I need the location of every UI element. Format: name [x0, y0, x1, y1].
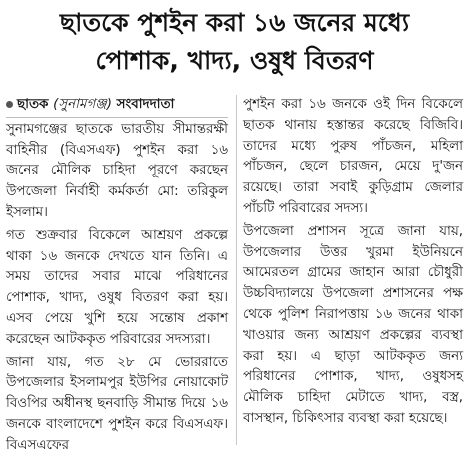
right-paragraph-1: পুশইন করা ১৬ জনকে ওই দিন বিকেলে ছাতক থানায় হস্তান্তর করেছে বিজিবি। তাদের মধ্যে পুরুষ পাঁচজন, মহিলা পাঁচজন, ছেলে চারজন, মেয়ে দু'জন রয়েছে। তারা সবাই কুড়িগ্রাম জেলার পাঁচটি পরিবারের সদস্য।: [243, 97, 463, 216]
left-paragraph-1: সুনামগঞ্জের ছাতকে ভারতীয় সীমান্তরক্ষী বাহিনীর (বিএসএফ) পুশইন করা ১৬ জনের মৌলিক চাহিদা পূরণে করছেন উপজেলা নির্বাহী কর্মকর্তা মো: তরিকুল ইসলাম।: [6, 121, 228, 220]
bullet-icon: [6, 101, 13, 108]
column-divider: [236, 95, 237, 445]
headline-line-2: পোশাক, খাদ্য, ওষুধ বিতরণ: [95, 46, 374, 75]
left-column: [6, 95, 228, 459]
byline-reporter: সংবাদদাতা: [116, 97, 175, 112]
headline-line-1: ছাতকে পুশইন করা ১৬ জনের মধ্যে: [59, 8, 410, 37]
right-paragraph-2: উপজেলা প্রশাসন সূত্রে জানা যায়, উপজেলার উত্তর খুরমা ইউনিয়নে আমেরতল গ্রামের জাহান আরা চৌধুরী উচ্চবিদ্যালয়ে উপজেলা প্রশাসনের পক্ষ থেকে পুলিশ নিরাপত্তায় ১৬ জনের থাকা খাওয়ার জন্য আশ্রয়ণ প্রকল্পের ব্যবস্থা করা হয়। এ ছাড়া আটককৃত জন্য পরিধানের পোশাক, খাদ্য, ওষুধসহ মৌলিক চাহিদা মেটাতে খাদ্য, বস্ত্র, বাসস্থান, চিকিৎসার ব্যবস্থা করা হয়েছে।: [243, 223, 463, 426]
left-paragraph-2: গত শুক্রবার বিকেলে আশ্রয়ণ প্রকল্পে থাকা ১৬ জনকে দেখতে যান তিনি। এ সময় তাদের সবার মাঝে পরিধানের পোশাক, খাদ্য, ওষুধ বিতরণ করা হয়। এসব পেয়ে খুশি হয়ে সন্তোষ প্রকাশ করেছেন আটককৃত পরিবারের সদস্যরা।: [6, 227, 228, 347]
byline-place: ছাতক: [17, 97, 49, 112]
byline-district: (সুনামগঞ্জ): [53, 97, 112, 112]
right-column: [243, 95, 463, 432]
byline-divider: [6, 117, 228, 118]
byline: [6, 95, 228, 116]
left-paragraph-3: জানা যায়, গত ২৮ মে ভোররাতে উপজেলার ইসলামপুর ইউপির নোয়াকোট বিওপির অধীনস্থ ছনবাড়ি সীমান্ত দিয়ে ১৬ জনকে বাংলাদেশে পুশইন করে বিএসএফ। বিএসএফের: [6, 354, 228, 453]
